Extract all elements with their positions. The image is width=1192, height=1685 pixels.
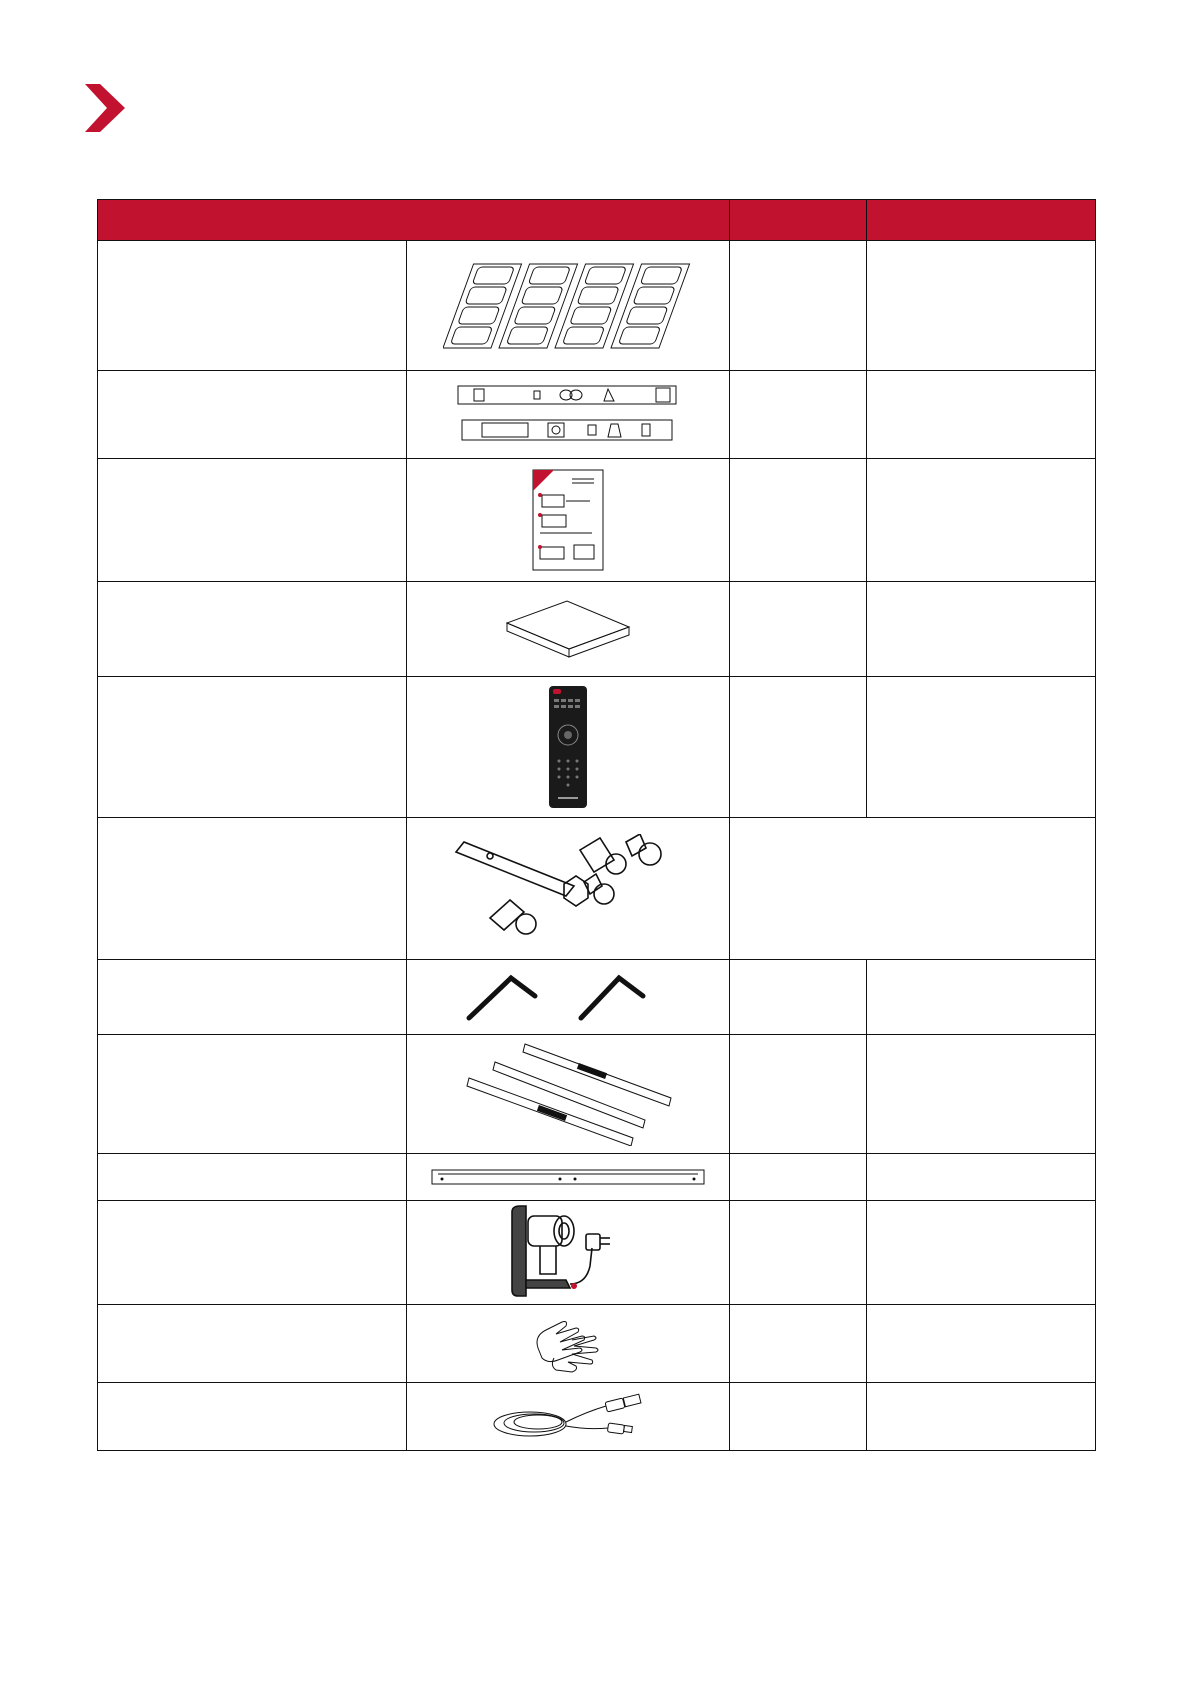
item-note [867,1154,1096,1201]
item-name [98,960,407,1035]
table-row [98,371,1096,459]
table-row [98,1383,1096,1451]
item-quantity [730,1305,867,1383]
hex-keys-illustration [463,972,673,1022]
item-image [407,1201,730,1305]
item-image [407,1305,730,1383]
table-row [98,582,1096,677]
item-name [98,371,407,459]
gloves-illustration [532,1314,604,1374]
item-name [98,677,407,818]
adhesive-pad-sheets-illustration [443,260,693,352]
item-note [867,677,1096,818]
item-quantity [730,582,867,677]
item-image [407,459,730,582]
item-image [407,960,730,1035]
remote-control-illustration [548,685,588,809]
table-row [98,1201,1096,1305]
item-image [407,371,730,459]
header-item [98,200,730,241]
item-quantity [730,371,867,459]
item-name [98,1201,407,1305]
item-note [867,459,1096,582]
item-name [98,241,407,371]
item-note [867,960,1096,1035]
item-image [407,1035,730,1154]
screws-and-bolt-illustration [450,834,686,944]
item-quantity [730,459,867,582]
item-image [407,677,730,818]
item-note [867,1035,1096,1154]
item-quantity [730,1201,867,1305]
item-image [407,818,730,960]
usb-cable-illustration [490,1392,646,1442]
item-note [867,1383,1096,1451]
item-quantity [730,960,867,1035]
item-note [867,582,1096,677]
item-name [98,1035,407,1154]
item-note [867,241,1096,371]
item-image [407,1154,730,1201]
item-quantity-note-merged [730,818,1096,960]
table-row [98,1305,1096,1383]
mounting-rails-illustration [456,382,680,448]
item-name [98,459,407,582]
table-row [98,241,1096,371]
item-name [98,1154,407,1201]
header-quantity [730,200,867,241]
item-image [407,582,730,677]
table-row [98,960,1096,1035]
table-row [98,677,1096,818]
item-name [98,818,407,960]
flat-box-illustration [505,599,631,659]
table-row [98,1154,1096,1201]
long-bar-illustration [430,1164,706,1190]
item-image [407,241,730,371]
package-contents-table [97,199,1096,1451]
item-quantity [730,677,867,818]
item-name [98,582,407,677]
trim-strips-illustration [463,1042,673,1146]
item-name [98,1383,407,1451]
item-quantity [730,1383,867,1451]
item-image [407,1383,730,1451]
table-row [98,818,1096,960]
item-quantity [730,241,867,371]
item-quantity [730,1035,867,1154]
item-note [867,1305,1096,1383]
quick-start-guide-illustration [532,469,604,571]
item-note [867,371,1096,459]
table-row [98,459,1096,582]
table-row [98,1035,1096,1154]
table-header-row [98,200,1096,241]
chevron-right-icon [85,84,125,132]
item-name [98,1305,407,1383]
suction-tool-with-adapter-illustration [506,1204,630,1302]
header-note [867,200,1096,241]
item-note [867,1201,1096,1305]
item-quantity [730,1154,867,1201]
